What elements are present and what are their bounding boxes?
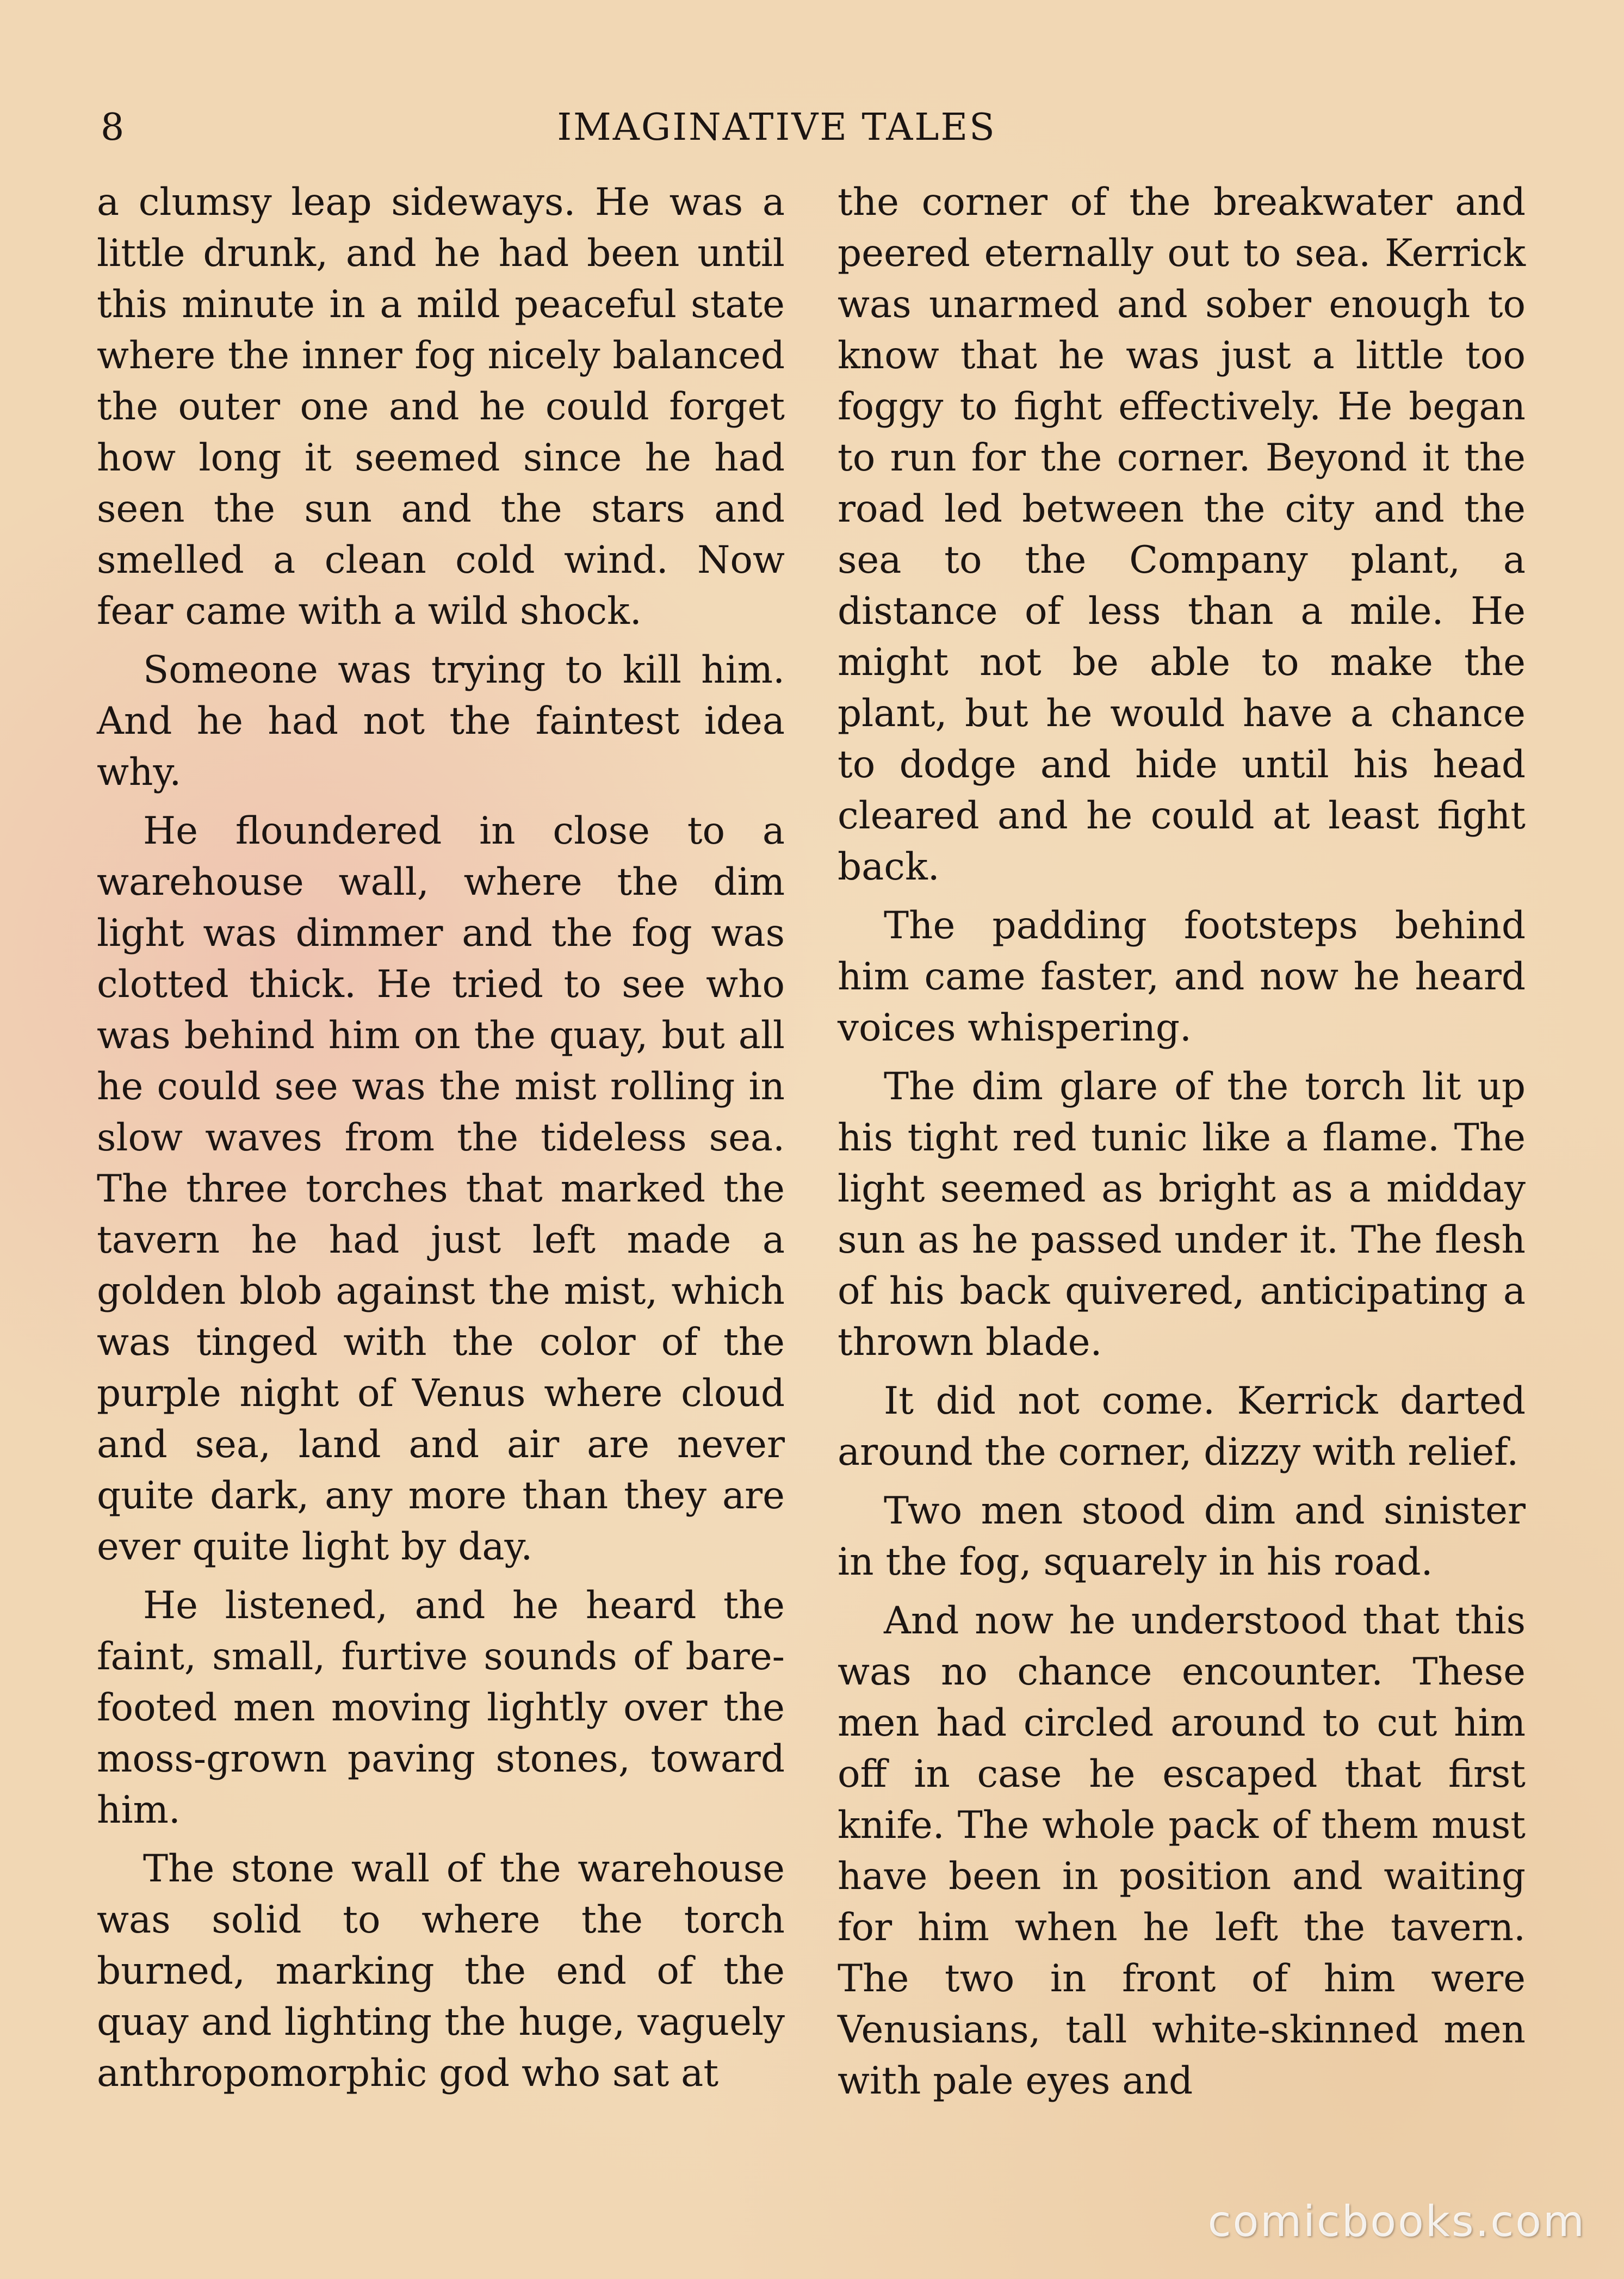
- paragraph: It did not come. Kerrick darted around the corner, dizzy with relief.: [838, 1379, 1526, 1474]
- watermark: comicbooks.com: [1207, 2197, 1586, 2246]
- paragraph: a clumsy leap sideways. He was a little drunk, and he had been until this minute in a mild peaceful state where the inner fog nicely balanced the outer one and he could forget how long it seemed since he had seen the sun and the stars and smelled a clean cold wind. Now fear came with a wild shock.: [97, 181, 785, 633]
- paragraph: He floundered in close to a warehouse wall, where the dim light was dimmer and the fog was clotted thick. He tried to see who was behind him on the quay, but all he could see was the mist rolling in slow waves from the tideless sea. The three torches that marked the tavern he had just left made a golden blob against the mist, which was tinged with the color of the purple night of Venus where cloud and sea, land and air are never quite dark, any more than they are ever quite light by day.: [97, 809, 785, 1569]
- right-column: [838, 177, 1526, 2114]
- page-header: [92, 98, 1461, 158]
- page-number: 8: [101, 106, 125, 149]
- paragraph: The dim glare of the torch lit up his tight red tunic like a flame. The light seemed as bright as a midday sun as he passed under it. The flesh of his back quivered, anticipating a thrown blade.: [838, 1065, 1526, 1364]
- left-column: [97, 177, 785, 2107]
- paragraph: Two men stood dim and sinister in the fog, squarely in his road.: [838, 1489, 1526, 1584]
- paragraph: The stone wall of the warehouse was solid to where the torch burned, marking the end of the quay and lighting the huge, vaguely anthropomorphic god who sat at: [97, 1847, 785, 2095]
- paragraph: And now he understood that this was no chance encounter. These men had circled around to cut him off in case he escaped that first knife. The whole pack of them must have been in position and waiting for him when he left the tavern. The two in front of him were Venusians, tall white-skinned men with pale eyes and: [838, 1599, 1526, 2103]
- paragraph: He listened, and he heard the faint, small, furtive sounds of bare-footed men moving lightly over the moss-grown paving stones, toward him.: [97, 1584, 785, 1832]
- paragraph: Someone was trying to kill him. And he had not the faintest idea why.: [97, 648, 785, 794]
- running-title: IMAGINATIVE TALES: [557, 106, 996, 149]
- paragraph: the corner of the breakwater and peered eternally out to sea. Kerrick was unarmed and sober enough to know that he was just a little too foggy to fight effectively. He began to run for the corner. Beyond it the road led between the city and the sea to the Company plant, a distance of less than a mile. He might not be able to make the plant, but he would have a chance to dodge and hide until his head cleared and he could at least fight back.: [838, 181, 1526, 889]
- paragraph: The padding footsteps behind him came faster, and now he heard voices whispering.: [838, 904, 1526, 1050]
